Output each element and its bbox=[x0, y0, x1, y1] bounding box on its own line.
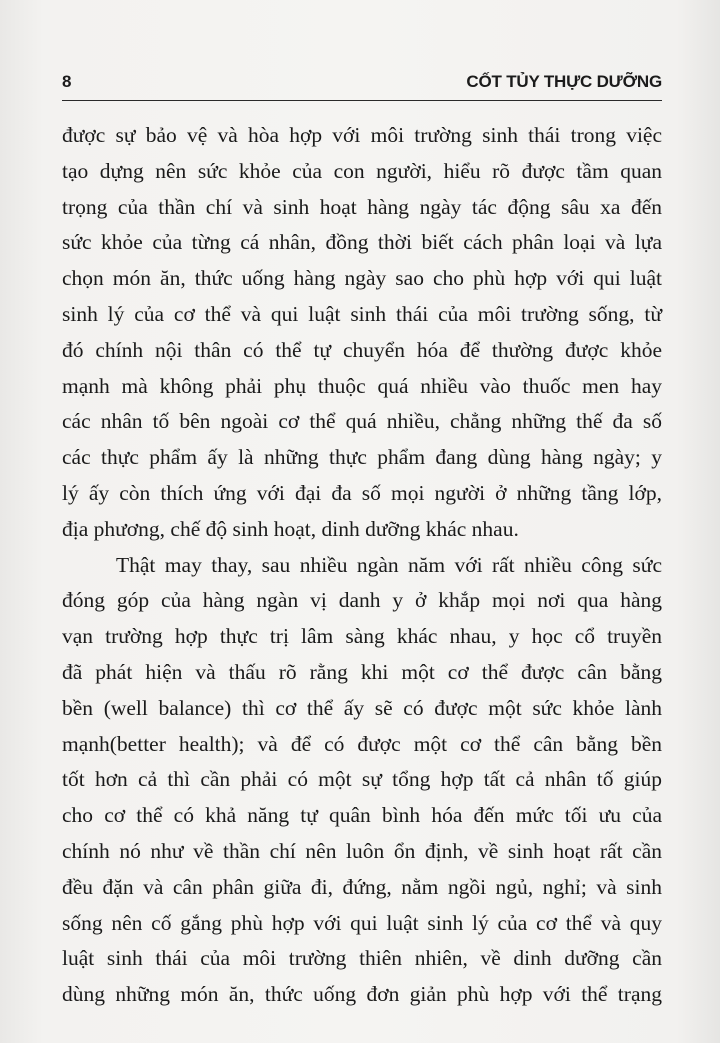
text-line: chọn món ăn, thức uống hàng ngày sao cho phù hợp với qui luật bbox=[62, 266, 662, 291]
paragraph-2 bbox=[62, 548, 662, 1013]
text-line: các thực phẩm ấy là những thực phẩm đang dùng hàng ngày; y bbox=[62, 445, 662, 470]
header-rule bbox=[62, 100, 662, 101]
body-text bbox=[62, 118, 662, 1013]
text-line: lý ấy còn thích ứng với đại đa số mọi người ở những tầng lớp, bbox=[62, 480, 662, 505]
text-line: luật sinh thái của môi trường thiên nhiên, về dinh dưỡng cần bbox=[62, 946, 662, 971]
text-line: sức khỏe của từng cá nhân, đồng thời biết cách phân loại và lựa bbox=[62, 230, 662, 255]
text-line: các nhân tố bên ngoài cơ thể quá nhiều, chẳng những thế đa số bbox=[62, 409, 662, 434]
text-line: tốt hơn cả thì cần phải có một sự tổng hợp tất cả nhân tố giúp bbox=[62, 767, 662, 792]
text-line: chính nó như về thần chí nên luôn ổn định, về sinh hoạt rất cần bbox=[62, 838, 662, 863]
text-line: tạo dựng nên sức khỏe của con người, hiểu rõ được tầm quan bbox=[62, 158, 662, 183]
text-line: đóng góp của hàng ngàn vị danh y ở khắp mọi nơi qua hàng bbox=[62, 588, 662, 613]
text-line: cho cơ thể có khả năng tự quân bình hóa đến mức tối ưu của bbox=[62, 803, 662, 828]
text-line: đó chính nội thân có thể tự chuyển hóa để thường được khỏe bbox=[62, 337, 662, 362]
text-line: được sự bảo vệ và hòa hợp với môi trường sinh thái trong việc bbox=[62, 123, 662, 147]
page-header bbox=[62, 68, 662, 98]
text-line: sinh lý của cơ thể và qui luật sinh thái của môi trường sống, từ bbox=[62, 301, 662, 326]
text-line: mạnh(better health); và để có được một cơ thể cân bằng bền bbox=[62, 731, 662, 756]
text-line: đã phát hiện và thấu rõ rằng khi một cơ thể được cân bằng bbox=[62, 659, 662, 684]
text-line: đều đặn và cân phân giữa đi, đứng, nằm ngồi ngủ, nghỉ; và sinh bbox=[62, 874, 662, 899]
text-line: dùng những món ăn, thức uống đơn giản phù hợp với thể trạng bbox=[62, 982, 662, 1007]
text-line: Thật may thay, sau nhiều ngàn năm với rất nhiều công sức bbox=[116, 552, 662, 577]
text-line: vạn trường hợp thực trị lâm sàng khác nhau, y học cổ truyền bbox=[62, 624, 662, 649]
text-line: địa phương, chế độ sinh hoạt, dinh dưỡng khác nhau. bbox=[62, 516, 519, 541]
text-line: sống nên cố gắng phù hợp với qui luật sinh lý của cơ thể và quy bbox=[62, 910, 662, 935]
text-line: mạnh mà không phải phụ thuộc quá nhiều vào thuốc men hay bbox=[62, 373, 662, 398]
text-line: trọng của thần chí và sinh hoạt hàng ngày tác động sâu xa đến bbox=[62, 194, 662, 219]
paragraph-1 bbox=[62, 118, 662, 548]
page-number: 8 bbox=[62, 72, 72, 91]
running-title: CỐT TỦY THỰC DƯỠNG bbox=[466, 72, 662, 91]
text-line: bền (well balance) thì cơ thể ấy sẽ có được một sức khỏe lành bbox=[62, 695, 662, 720]
